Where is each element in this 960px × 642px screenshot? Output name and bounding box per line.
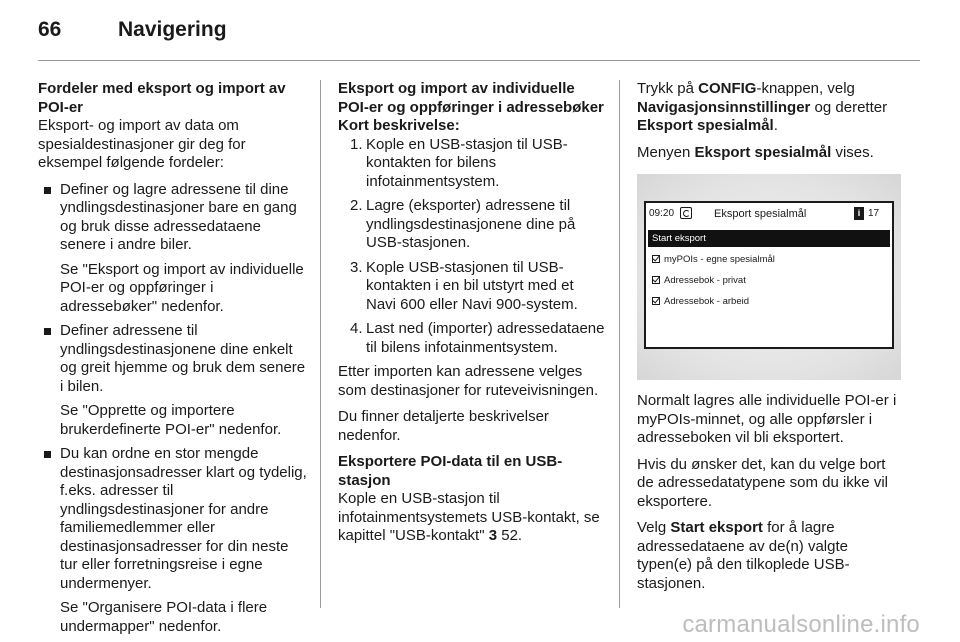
page-reference-arrow-icon: 3 — [488, 527, 498, 544]
list-item — [38, 445, 310, 636]
nav-settings-ref: Navigasjonsinnstillinger — [637, 98, 811, 116]
bullet-reference: Se "Eksport og import av individuelle POI-er og oppføringer i adressebøker" nedenfor. — [60, 260, 304, 315]
page-reference-link[interactable]: 52. — [501, 527, 523, 544]
config-button-ref: CONFIG — [698, 80, 757, 97]
step-text: Kople en USB-stasjon til USB-kontakten for bilens infotainmentsystem. — [366, 135, 568, 190]
checkbox-checked-icon[interactable] — [652, 255, 660, 263]
column-3 — [637, 80, 905, 601]
step-number: 4. — [350, 320, 363, 337]
paragraph-connect-usb — [338, 490, 606, 546]
rotate-icon — [680, 207, 692, 219]
paragraph-config-instructions: Trykk på CONFIG-knappen, velg Navigasjonsinnstillinger og deretter Eksport spesialmål. — [637, 80, 888, 134]
step-text: Lagre (eksporter) adressene til yndlingsdestinasjonene dine på USB-stasjonen. — [366, 197, 576, 251]
start-export-ref: Start eksport — [670, 519, 763, 536]
chapter-title: Navigering — [118, 18, 227, 41]
list-item — [338, 136, 606, 192]
column-divider-2 — [619, 80, 620, 608]
list-item — [338, 259, 606, 315]
steps-list — [338, 136, 606, 358]
step-text: Kople USB-stasjonen til USB-kontakten i en bil utstyrt med et Navi 600 eller Navi 900-system. — [366, 258, 578, 313]
step-text: Last ned (importer) adressedataene til bilens infotainmentsystem. — [366, 320, 605, 356]
bullet-reference: Se "Organisere POI-data i flere undermapper" nedenfor. — [60, 599, 268, 635]
bullet-square-icon — [44, 451, 51, 458]
column-1 — [38, 80, 310, 642]
export-poi-ref: Eksport spesialmål — [637, 117, 774, 134]
bullet-reference: Se "Opprette og importere brukerdefinerte POI-er" nedenfor. — [60, 402, 282, 438]
bullet-text: Definer adressene til yndlingsdestinasjonene dine enkelt og greit hjemme og bruk dem senere i bilen. — [60, 322, 306, 395]
list-item — [338, 320, 606, 357]
infotainment-screenshot — [637, 174, 901, 380]
paragraph-start-export: Velg Start eksport for å lagre adressedataene av de(n) valgte typen(e) på den tilkoplede USB-stasjonen. — [637, 519, 850, 592]
menu-item-addressbook-work[interactable]: Adressebok - arbeid — [648, 293, 890, 310]
intro-paragraph: Eksport- og import av data om spesialdestinasjoner gir deg for eksempel følgende fordeler: — [38, 117, 246, 171]
step-number: 2. — [350, 197, 363, 214]
paragraph-default-export: Normalt lagres alle individuelle POI-er i myPOIs-minnet, og alle oppførsler i adresseboken vil bli eksportert. — [637, 392, 897, 446]
bullet-square-icon — [44, 328, 51, 335]
page-number: 66 — [38, 18, 62, 41]
paragraph-details: Du finner detaljerte beskrivelser nedenfor. — [338, 408, 549, 444]
paragraph-text: Kople en USB-stasjon til infotainmentsystemets USB-kontakt, se kapittel "USB-kontakt" — [338, 490, 600, 544]
header-divider — [38, 60, 920, 61]
export-poi-menu-ref: Eksport spesialmål — [694, 143, 832, 161]
column-2 — [338, 80, 606, 554]
paragraph-after-import: Etter importen kan adressene velges som destinasjoner for ruteveivisningen. — [338, 363, 599, 399]
section-heading-export-import: Eksport og import av individuelle POI-er og oppføringer i adressebøker — [338, 80, 604, 116]
bullet-text: Du kan ordne en stor mengde destinasjonsadresser klart og tydelig, f.eks. adresser til yndlingsdestinasjoner for andre familiemedlemmer eller destinasjonsadresser for din neste tur eller forretningsreise i egne undermenyer. — [60, 445, 307, 592]
menu-item-addressbook-private[interactable]: Adressebok - privat — [648, 272, 890, 289]
list-item — [38, 322, 310, 439]
screen-header — [646, 203, 892, 225]
infotainment-screen — [644, 201, 894, 349]
screen-temperature: 17 — [868, 208, 880, 219]
section-heading-advantages: Fordeler med eksport og import av POI-er — [38, 80, 286, 116]
watermark: carmanualsonline.info — [682, 611, 920, 638]
advantages-list — [38, 181, 310, 637]
section-heading-export-usb: Eksportere POI-data til en USB-stasjon — [338, 453, 563, 489]
bullet-text: Definer og lagre adressene til dine yndlingsdestinasjoner bare en gang og bruk disse adressedataene senere i andre biler. — [60, 180, 297, 253]
info-icon: i — [854, 207, 864, 220]
bullet-square-icon — [44, 187, 51, 194]
menu-item-mypois[interactable]: myPOIs - egne spesialmål — [648, 251, 890, 268]
menu-item-start-export[interactable]: Start eksport — [648, 230, 890, 247]
subheading-short-description: Kort beskrivelse: — [338, 117, 460, 134]
paragraph-deselect: Hvis du ønsker det, kan du velge bort de adressedatatypene som du ikke vil eksportere. — [637, 455, 888, 510]
checkbox-checked-icon[interactable] — [652, 276, 660, 284]
step-number: 3. — [350, 258, 363, 276]
column-divider-1 — [320, 80, 321, 608]
paragraph-menu-shown: Menyen Eksport spesialmål vises. — [637, 143, 874, 161]
screen-clock: 09:20 — [649, 208, 675, 219]
checkbox-checked-icon[interactable] — [652, 297, 660, 305]
screen-title: Eksport spesialmål — [714, 208, 807, 220]
list-item — [338, 197, 606, 253]
page-header — [38, 18, 918, 48]
step-number: 1. — [350, 135, 363, 153]
list-item — [38, 181, 310, 317]
